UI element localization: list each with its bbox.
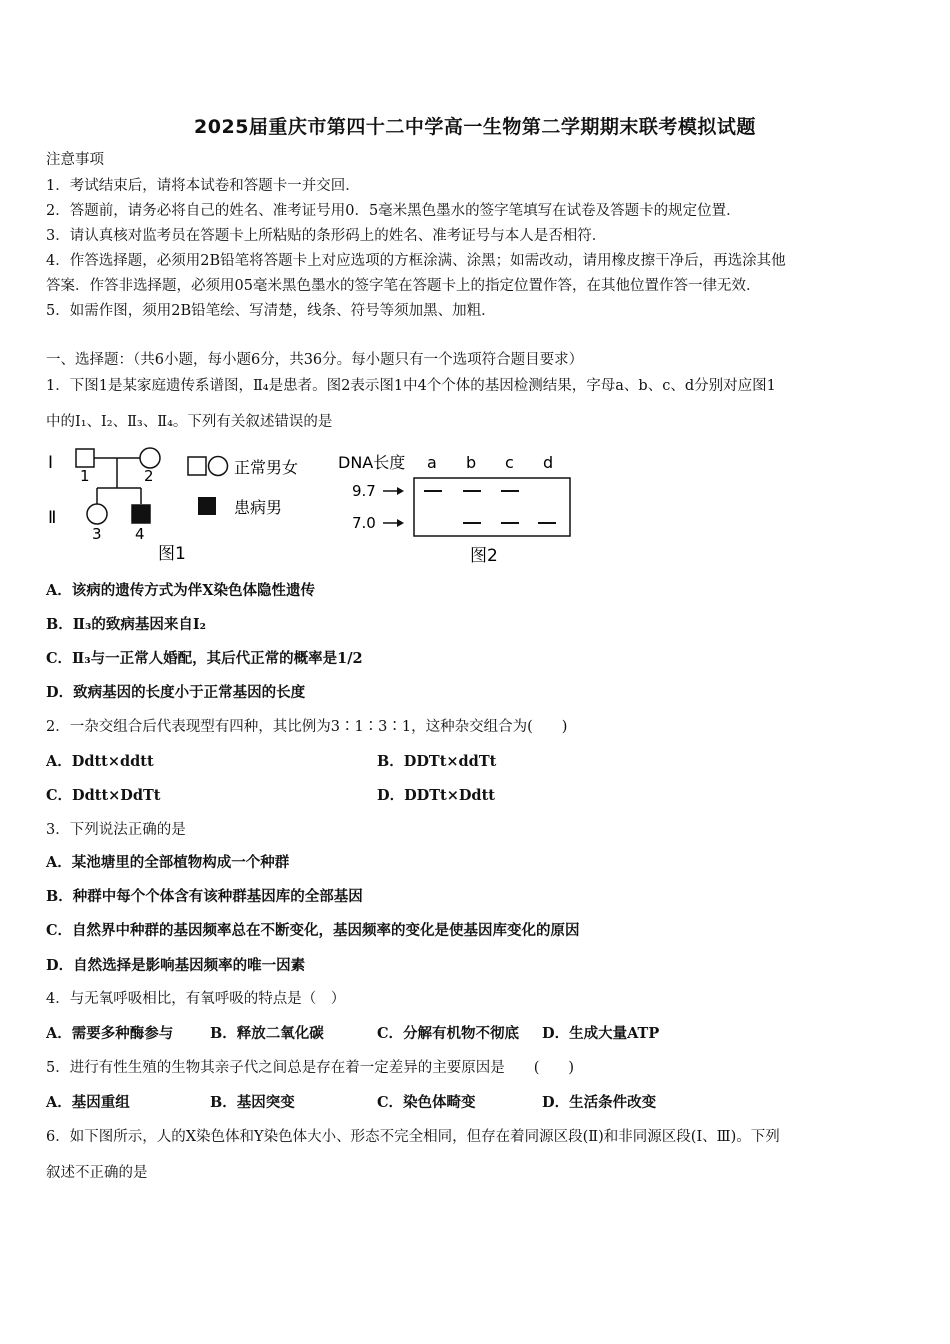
q5-option-b: B．基因突变	[210, 1094, 295, 1111]
q5-option-d: D．生活条件改变	[542, 1094, 657, 1111]
pedigree-male-i1	[76, 449, 94, 467]
length-high-label: 9.7	[352, 482, 376, 500]
section-heading: 一、选择题：（共6小题，每小题6分，共36分。每小题只有一个选项符合题目要求）	[46, 352, 584, 368]
notice-item-1: 1．考试结束后，请将本试卷和答题卡一并交回．	[46, 178, 360, 194]
fig1-caption: 图1	[158, 544, 186, 564]
q3-option-d: D．自然选择是影响基因频率的唯一因素	[46, 957, 306, 974]
q5-option-c: C．染色体畸变	[377, 1094, 476, 1111]
q1-stem-line1: 1．下图1是某家庭遗传系谱图，Ⅱ₄是患者。图2表示图1中4个个体的基因检测结果，字母a、b、c、d分别对应图1	[46, 378, 776, 394]
notice-heading: 注意事项	[46, 152, 104, 168]
pedigree-num-4: 4	[135, 525, 145, 543]
length-low-label: 7.0	[352, 514, 376, 532]
q3-option-b: B．种群中每个个体含有该种群基因库的全部基因	[46, 888, 363, 905]
q2-stem: 2．一杂交组合后代表现型有四种，其比例为3∶1∶3∶1，这种杂交组合为( )	[46, 719, 568, 735]
q1-figure	[40, 446, 580, 571]
q4-option-c: C．分解有机物不彻底	[377, 1025, 520, 1042]
q6-stem-line1: 6．如下图所示，人的X染色体和Y染色体大小、形态不完全相同，但存在着同源区段(Ⅱ)和非同源区段(Ⅰ、Ⅲ)。下列	[46, 1129, 780, 1145]
q4-option-d: D．生成大量ATP	[542, 1025, 660, 1042]
notice-item-3: 3．请认真核对监考员在答题卡上所粘贴的条形码上的姓名、准考证号与本人是否相符．	[46, 228, 607, 244]
q1-option-d: D．致病基因的长度小于正常基因的长度	[46, 684, 306, 701]
notice-item-4: 4．作答选择题，必须用2B铅笔将答题卡上对应选项的方框涂满、涂黑；如需改动，请用橡皮擦干净后，再选涂其他	[46, 253, 786, 269]
lane-label-b: b	[466, 453, 477, 472]
fig2-caption: 图2	[470, 546, 498, 566]
legend-female-icon	[209, 457, 228, 476]
notice-item-4-cont: 答案．作答非选择题，必须用05毫米黑色墨水的签字笔在答题卡上的指定位置作答，在其他位置作答一律无效．	[46, 278, 761, 294]
lane-label-a: a	[427, 453, 437, 472]
q1-option-b: B．Ⅱ₃的致病基因来自Ⅰ₂	[46, 616, 206, 633]
lane-label-d: d	[543, 453, 554, 472]
q2-option-a: A．Ddtt×ddtt	[46, 753, 154, 770]
q4-option-b: B．释放二氧化碳	[210, 1025, 324, 1042]
legend-normal-label: 正常男女	[234, 458, 299, 477]
legend-affected-icon	[198, 497, 216, 515]
q5-option-a: A．基因重组	[46, 1094, 130, 1111]
q5-stem: 5．进行有性生殖的生物其亲子代之间总是存在着一定差异的主要原因是 ( )	[46, 1060, 575, 1076]
pedigree-female-ii3	[87, 504, 107, 524]
pedigree-female-i2	[140, 448, 160, 468]
generation-label-1: Ⅰ	[48, 453, 54, 473]
q4-option-a: A．需要多种酶参与	[46, 1025, 174, 1042]
lane-label-c: c	[505, 453, 514, 472]
q4-stem: 4．与无氧呼吸相比，有氧呼吸的特点是（ ）	[46, 991, 346, 1007]
legend-male-icon	[188, 457, 206, 475]
pedigree-num-2: 2	[144, 467, 154, 485]
pedigree-num-1: 1	[80, 467, 90, 485]
q2-option-c: C．Ddtt×DdTt	[46, 787, 161, 804]
q3-option-a: A．某池塘里的全部植物构成一个种群	[46, 854, 290, 871]
legend-affected-label: 患病男	[234, 498, 283, 517]
page-title: 2025届重庆市第四十二中学高一生物第二学期期末联考模拟试题	[194, 116, 756, 138]
pedigree-num-3: 3	[92, 525, 102, 543]
notice-item-5: 5．如需作图，须用2B铅笔绘、写清楚，线条、符号等须加黑、加粗．	[46, 303, 496, 319]
q3-option-c: C．自然界中种群的基因频率总在不断变化，基因频率的变化是使基因库变化的原因	[46, 922, 580, 939]
q1-option-a: A．该病的遗传方式为伴X染色体隐性遗传	[46, 582, 315, 599]
notice-item-2: 2．答题前，请务必将自己的姓名、准考证号用0．5毫米黑色墨水的签字笔填写在试卷及答题卡的规定位置．	[46, 203, 741, 219]
q3-stem: 3．下列说法正确的是	[46, 822, 186, 838]
q1-stem-line2: 中的Ⅰ₁、Ⅰ₂、Ⅱ₃、Ⅱ₄。下列有关叙述错误的是	[46, 414, 333, 430]
gel-box	[414, 478, 570, 536]
q2-option-d: D．DDTt×Ddtt	[377, 787, 495, 804]
q6-stem-line2: 叙述不正确的是	[46, 1165, 148, 1181]
pedigree-male-ii4-affected	[132, 505, 150, 523]
q2-option-b: B．DDTt×ddTt	[377, 753, 497, 770]
generation-label-2: Ⅱ	[48, 508, 57, 528]
dna-length-label: DNA长度	[338, 453, 406, 472]
q1-option-c: C．Ⅱ₃与一正常人婚配，其后代正常的概率是1/2	[46, 650, 363, 667]
